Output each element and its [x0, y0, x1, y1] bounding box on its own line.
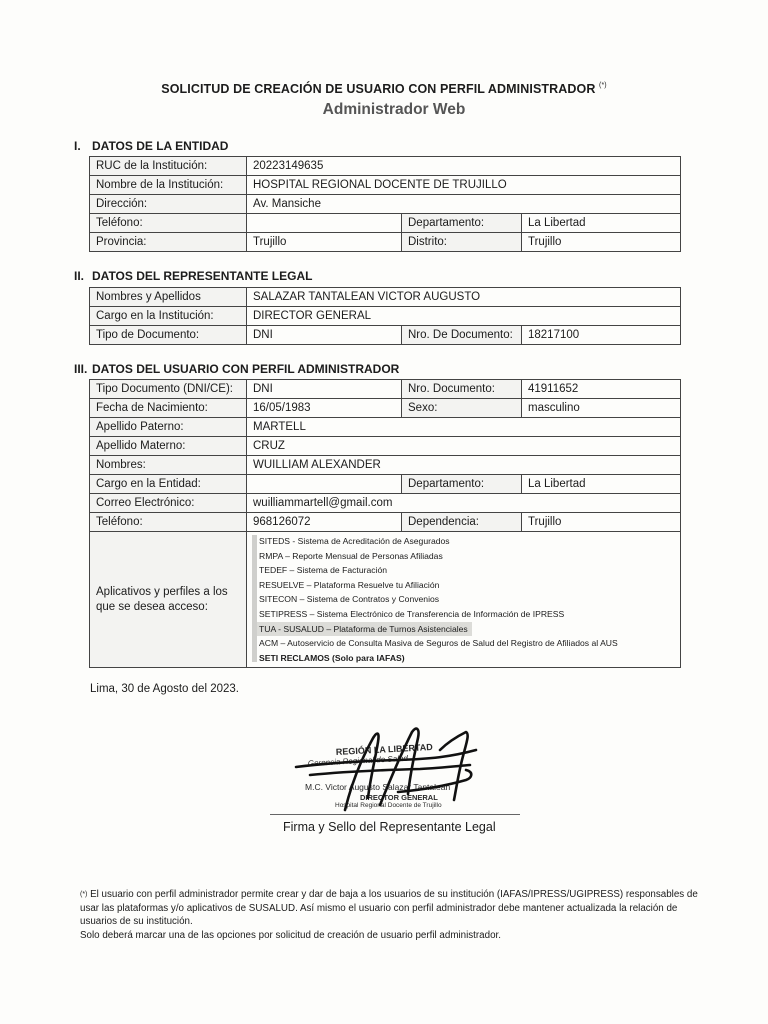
- institution-name-label: Nombre de la Institución:: [90, 176, 247, 195]
- section-2-number: II.: [74, 269, 85, 283]
- table-row: [90, 326, 681, 345]
- entity-phone-value[interactable]: [247, 214, 402, 233]
- apps-label: Aplicativos y perfiles a los que se desea acceso:: [90, 532, 247, 668]
- table-row: [90, 513, 681, 532]
- app-option-seti-reclamos[interactable]: SETI RECLAMOS (Solo para IAFAS): [259, 652, 405, 663]
- apps-selection-bar: [252, 535, 257, 662]
- table-row: [90, 475, 681, 494]
- section-3-title: DATOS DEL USUARIO CON PERFIL ADMINISTRADOR: [92, 362, 400, 376]
- rep-names-value[interactable]: SALAZAR TANTALEAN VICTOR AUGUSTO: [247, 288, 681, 307]
- signature-icon: [280, 720, 520, 820]
- district-label: Distrito:: [402, 233, 522, 252]
- user-names-value[interactable]: WUILLIAM ALEXANDER: [247, 456, 681, 475]
- address-label: Dirección:: [90, 195, 247, 214]
- email-value[interactable]: wuilliammartell@gmail.com: [247, 494, 681, 513]
- table-row: [90, 494, 681, 513]
- document-title-text: SOLICITUD DE CREACIÓN DE USUARIO CON PERFIL ADMINISTRADOR: [161, 82, 596, 96]
- institution-name-value[interactable]: HOSPITAL REGIONAL DOCENTE DE TRUJILLO: [247, 176, 681, 195]
- table-row: [90, 399, 681, 418]
- user-department-value[interactable]: La Libertad: [522, 475, 681, 494]
- paternal-surname-value[interactable]: MARTELL: [247, 418, 681, 437]
- stamp-line-1: REGIÓN LA LIBERTAD: [335, 741, 433, 757]
- section-3-number: III.: [74, 362, 88, 376]
- app-option-setipress[interactable]: SETIPRESS – Sistema Electrónico de Transferencia de Información de IPRESS: [259, 608, 565, 619]
- user-phone-label: Teléfono:: [90, 513, 247, 532]
- app-option-acm[interactable]: ACM – Autoservicio de Consulta Masiva de Seguros de Salud del Registro de Afiliados al AUS: [259, 638, 618, 649]
- section-2-title: DATOS DEL REPRESENTANTE LEGAL: [92, 269, 313, 283]
- apps-list: [247, 532, 681, 668]
- document-title: [0, 82, 768, 96]
- province-value[interactable]: Trujillo: [247, 233, 402, 252]
- ruc-value[interactable]: 20223149635: [247, 157, 681, 176]
- section-1-heading: [74, 139, 228, 153]
- entity-phone-label: Teléfono:: [90, 214, 247, 233]
- user-docno-label: Nro. Documento:: [402, 380, 522, 399]
- address-value[interactable]: Av. Mansiche: [247, 195, 681, 214]
- section-2-heading: [74, 269, 312, 283]
- stamp-line-3: M.C. Victor Augusto Salazar Tantalean: [305, 782, 451, 792]
- birthdate-value[interactable]: 16/05/1983: [247, 399, 402, 418]
- rep-docno-value[interactable]: 18217100: [522, 326, 681, 345]
- sex-label: Sexo:: [402, 399, 522, 418]
- table-row: [90, 307, 681, 326]
- table-row: [90, 456, 681, 475]
- table-row: [90, 214, 681, 233]
- section-1-title: DATOS DE LA ENTIDAD: [92, 139, 229, 153]
- stamp-line-5: Hospital Regional Docente de Trujillo: [335, 802, 442, 809]
- document-subtitle: Administrador Web: [322, 101, 466, 118]
- stamp-line-2: Gerencia Regional de Salud: [307, 753, 409, 768]
- rep-doctype-value[interactable]: DNI: [247, 326, 402, 345]
- rep-position-value[interactable]: DIRECTOR GENERAL: [247, 307, 681, 326]
- app-option-resuelve[interactable]: RESUELVE – Plataforma Resuelve tu Afiliación: [259, 579, 440, 590]
- table-row: [90, 437, 681, 456]
- signature-caption: Firma y Sello del Representante Legal: [283, 820, 496, 834]
- entity-department-label: Departamento:: [402, 214, 522, 233]
- table-row: [90, 288, 681, 307]
- footnote-paragraph-2: Solo deberá marcar una de las opciones por solicitud de creación de usuario perfil administrador.: [80, 929, 501, 941]
- user-position-label: Cargo en la Entidad:: [90, 475, 247, 494]
- app-option-tua-susalud[interactable]: TUA - SUSALUD – Plataforma de Turnos Asistenciales: [257, 622, 472, 637]
- rep-names-label: Nombres y Apellidos: [90, 288, 247, 307]
- app-option-rmpa[interactable]: RMPA – Reporte Mensual de Personas Afiliadas: [259, 550, 443, 561]
- admin-user-table: [89, 379, 681, 668]
- maternal-surname-label: Apellido Materno:: [90, 437, 247, 456]
- entity-data-table: [89, 156, 681, 252]
- table-row: [90, 380, 681, 399]
- user-docno-value[interactable]: 41911652: [522, 380, 681, 399]
- table-row: [90, 418, 681, 437]
- table-row: [90, 195, 681, 214]
- footnote-paragraph-1: [80, 888, 710, 929]
- signature-line: [270, 814, 520, 815]
- footnote-text-1: El usuario con perfil administrador permite crear y dar de baja a los usuarios de su institución (IAFAS/IPRESS/UGIPRESS) responsables de usar las plataformas y/o aplicativos de SUSALUD. Así mismo el usuario con perfil administrador debe mantener actualizada la relación de usuarios de su institución.: [80, 889, 698, 927]
- user-phone-value[interactable]: 968126072: [247, 513, 402, 532]
- title-footnote-mark: (*): [599, 82, 607, 89]
- entity-department-value[interactable]: La Libertad: [522, 214, 681, 233]
- app-option-siteds[interactable]: SITEDS - Sistema de Acreditación de Asegurados: [259, 536, 450, 546]
- user-department-label: Departamento:: [402, 475, 522, 494]
- maternal-surname-value[interactable]: CRUZ: [247, 437, 681, 456]
- app-option-sitecon[interactable]: SITECON – Sistema de Contratos y Convenios: [259, 594, 440, 605]
- district-value[interactable]: Trujillo: [522, 233, 681, 252]
- dependency-label: Dependencia:: [402, 513, 522, 532]
- user-doctype-label: Tipo Documento (DNI/CE):: [90, 380, 247, 399]
- table-row: [90, 532, 681, 668]
- province-label: Provincia:: [90, 233, 247, 252]
- table-row: [90, 176, 681, 195]
- user-position-value[interactable]: [247, 475, 402, 494]
- footnote-mark: (*): [80, 891, 88, 898]
- stamp-line-4: DIRECTOR GENERAL: [360, 793, 438, 802]
- dependency-value[interactable]: Trujillo: [522, 513, 681, 532]
- table-row: [90, 233, 681, 252]
- rep-docno-label: Nro. De Documento:: [402, 326, 522, 345]
- birthdate-label: Fecha de Nacimiento:: [90, 399, 247, 418]
- email-label: Correo Electrónico:: [90, 494, 247, 513]
- sex-value[interactable]: masculino: [522, 399, 681, 418]
- legal-representative-table: [89, 287, 681, 345]
- table-row: [90, 157, 681, 176]
- section-1-number: I.: [74, 139, 81, 153]
- place-date: Lima, 30 de Agosto del 2023.: [90, 683, 239, 695]
- user-doctype-value[interactable]: DNI: [247, 380, 402, 399]
- section-3-heading: [74, 362, 399, 376]
- rep-doctype-label: Tipo de Documento:: [90, 326, 247, 345]
- footnote: [80, 888, 710, 942]
- rep-position-label: Cargo en la Institución:: [90, 307, 247, 326]
- app-option-tedef[interactable]: TEDEF – Sistema de Facturación: [259, 565, 387, 576]
- user-names-label: Nombres:: [90, 456, 247, 475]
- paternal-surname-label: Apellido Paterno:: [90, 418, 247, 437]
- ruc-label: RUC de la Institución:: [90, 157, 247, 176]
